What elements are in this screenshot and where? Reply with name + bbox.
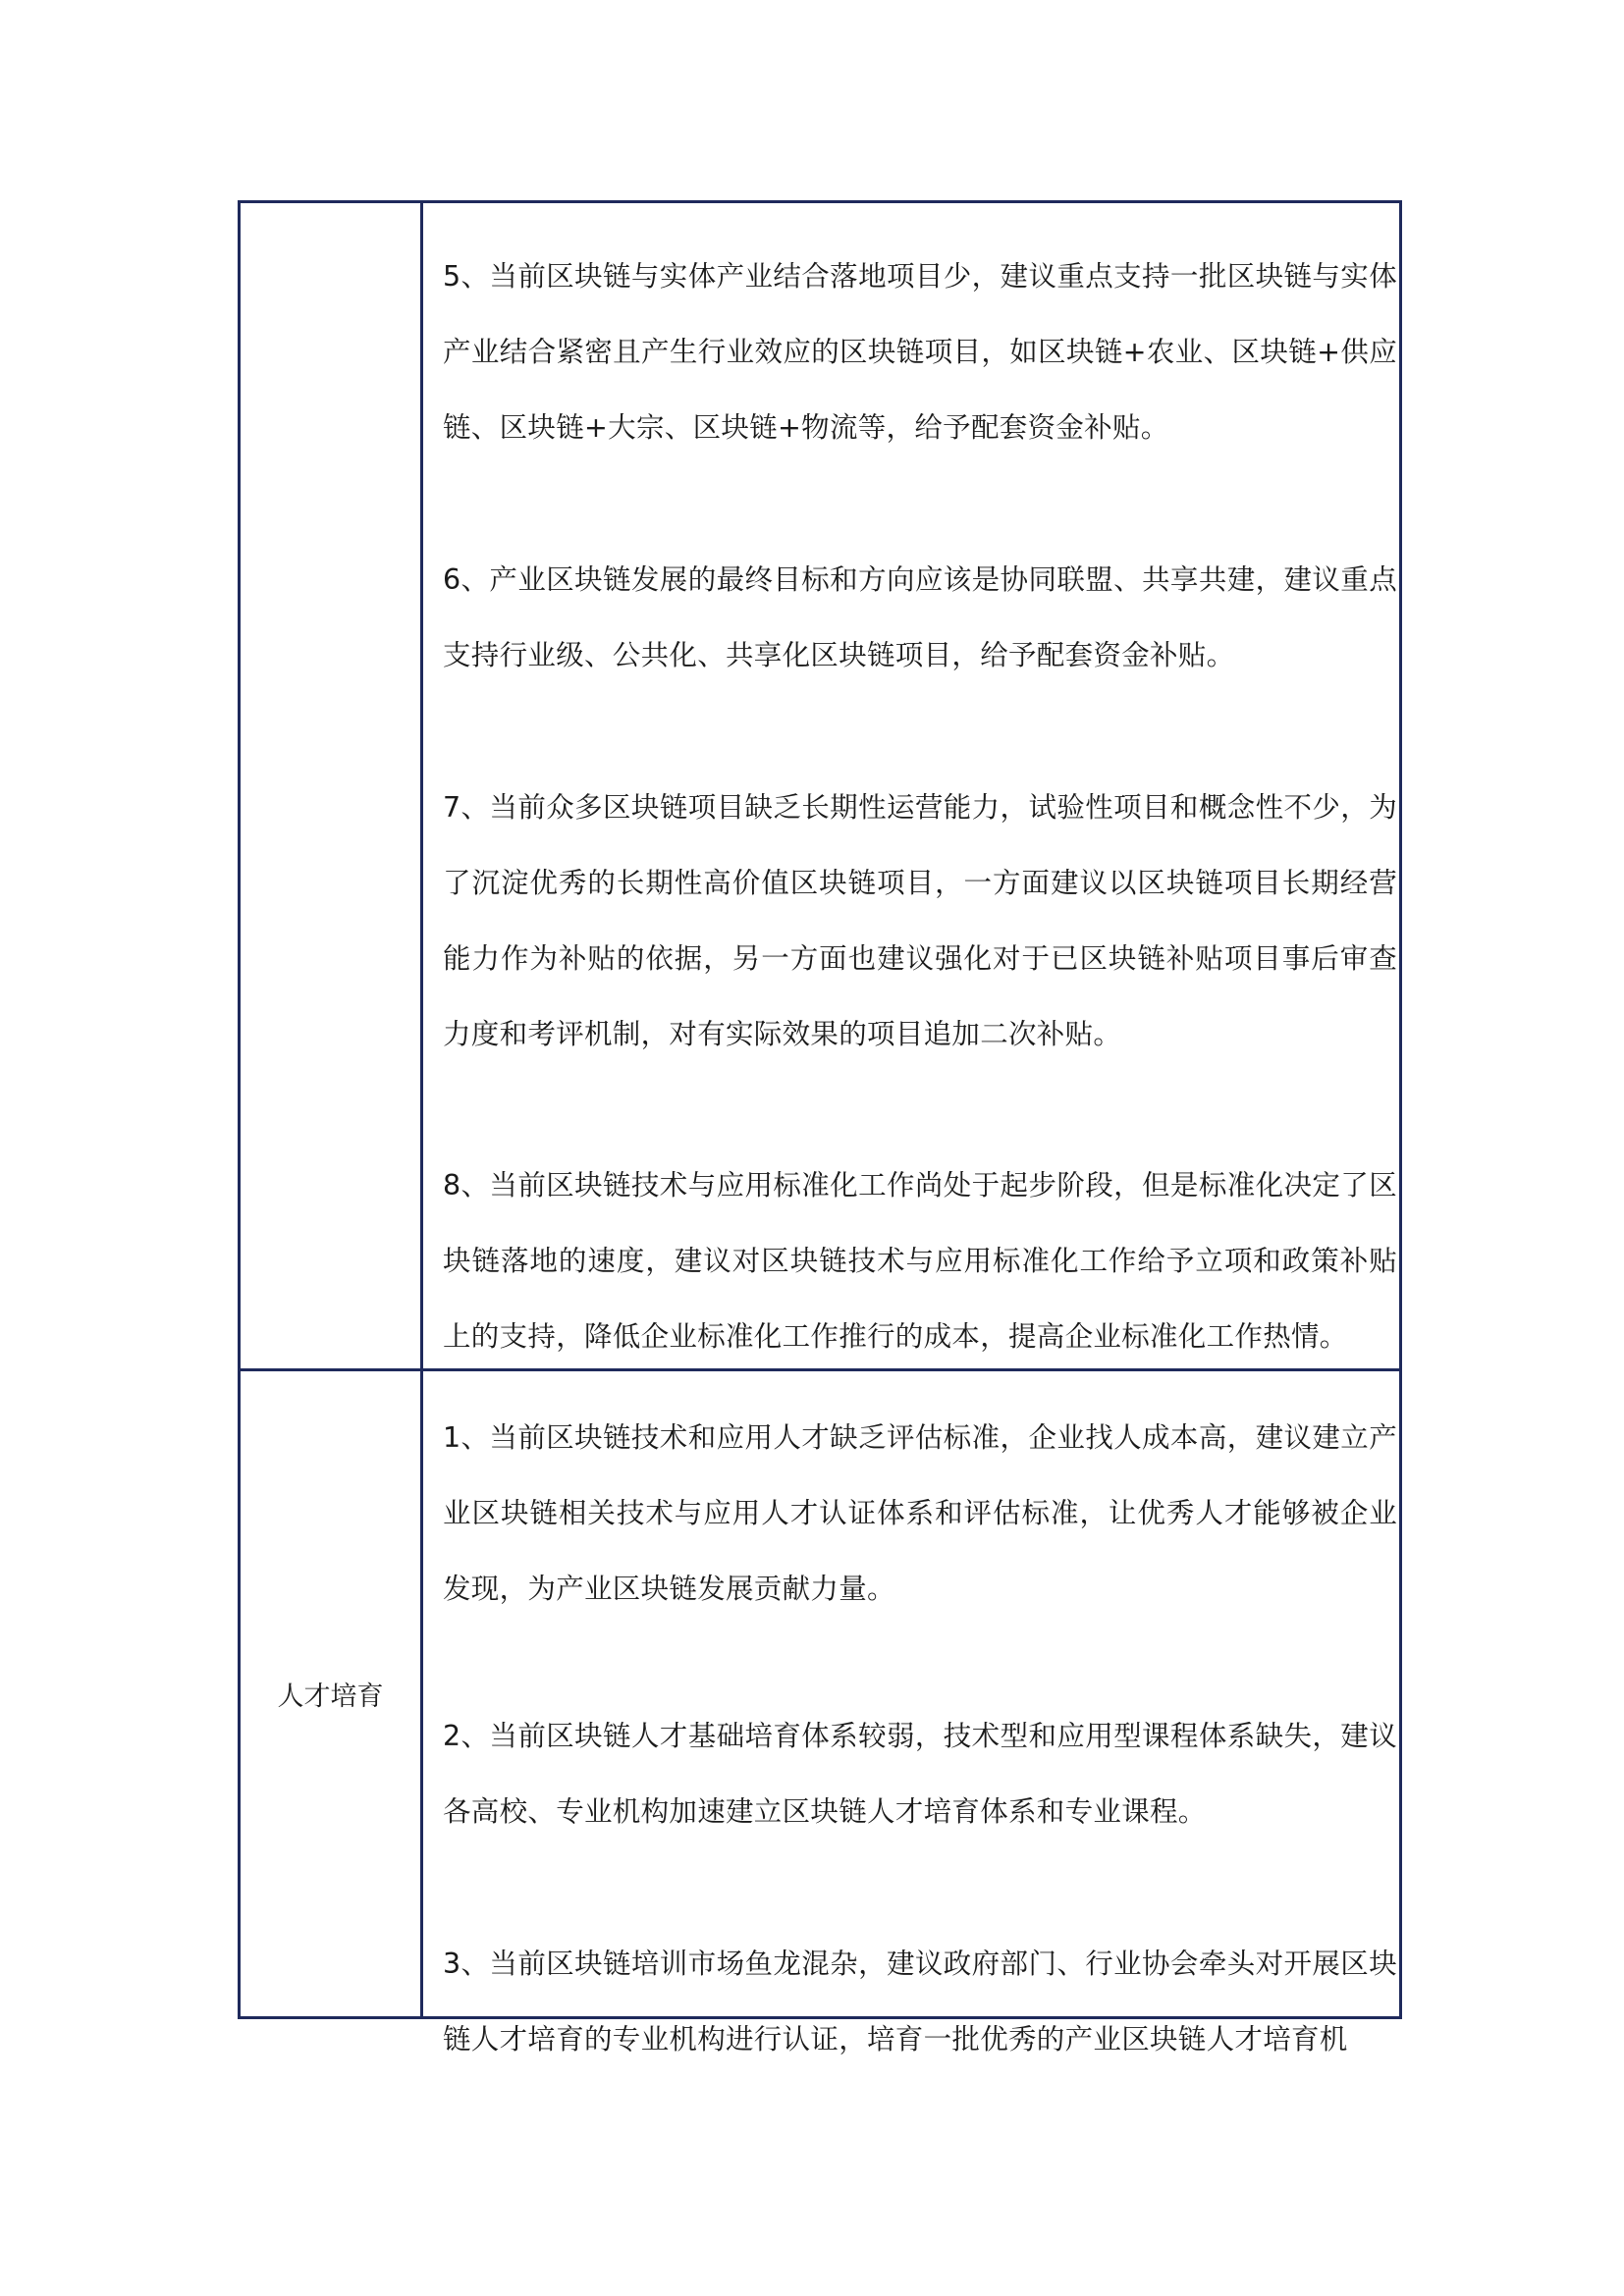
table-row (241, 203, 1399, 1368)
table-row (241, 1368, 1399, 2056)
paragraph-item-3: 3、当前区块链培训市场鱼龙混杂，建议政府部门、行业协会牵头对开展区块链人才培育的专业机构进行认证，培育一批优秀的产业区块链人才培育机 (443, 1948, 1397, 2056)
paragraph-item-7: 7、当前众多区块链项目缺乏长期性运营能力，试验性项目和概念性不少，为了沉淀优秀的长期性高价值区块链项目，一方面建议以区块链项目长期经营能力作为补贴的依据，另一方面也建议强化对于已区块链补贴项目事后审查力度和考评机制，对有实际效果的项目追加二次补贴。 (443, 791, 1397, 1050)
paragraph-item-2: 2、当前区块链人才基础培育体系较弱，技术型和应用型课程体系缺失，建议各高校、专业机构加速建立区块链人才培育体系和专业课程。 (443, 1720, 1397, 1828)
category-cell (241, 203, 423, 1368)
content-cell (426, 1371, 1399, 2056)
paragraph-item-5: 5、当前区块链与实体产业结合落地项目少，建议重点支持一批区块链与实体产业结合紧密且产生行业效应的区块链项目，如区块链+农业、区块链+供应链、区块链+大宗、区块链+物流等，给予配套资金补贴。 (443, 260, 1397, 444)
paragraph-item-1: 1、当前区块链技术和应用人才缺乏评估标准，企业找人成本高，建议建立产业区块链相关技术与应用人才认证体系和评估标准，让优秀人才能够被企业发现，为产业区块链发展贡献力量。 (443, 1421, 1397, 1605)
paragraph-item-8: 8、当前区块链技术与应用标准化工作尚处于起步阶段，但是标准化决定了区块链落地的速度，建议对区块链技术与应用标准化工作给予立项和政策补贴上的支持，降低企业标准化工作推行的成本，提高企业标准化工作热情。 (443, 1169, 1397, 1353)
content-cell (426, 203, 1399, 1368)
category-cell-talent-cultivation: 人才培育 (241, 1371, 423, 2016)
recommendation-table (238, 200, 1402, 2056)
paragraph-item-6: 6、产业区块链发展的最终目标和方向应该是协同联盟、共享共建，建议重点支持行业级、公共化、共享化区块链项目，给予配套资金补贴。 (443, 563, 1397, 671)
